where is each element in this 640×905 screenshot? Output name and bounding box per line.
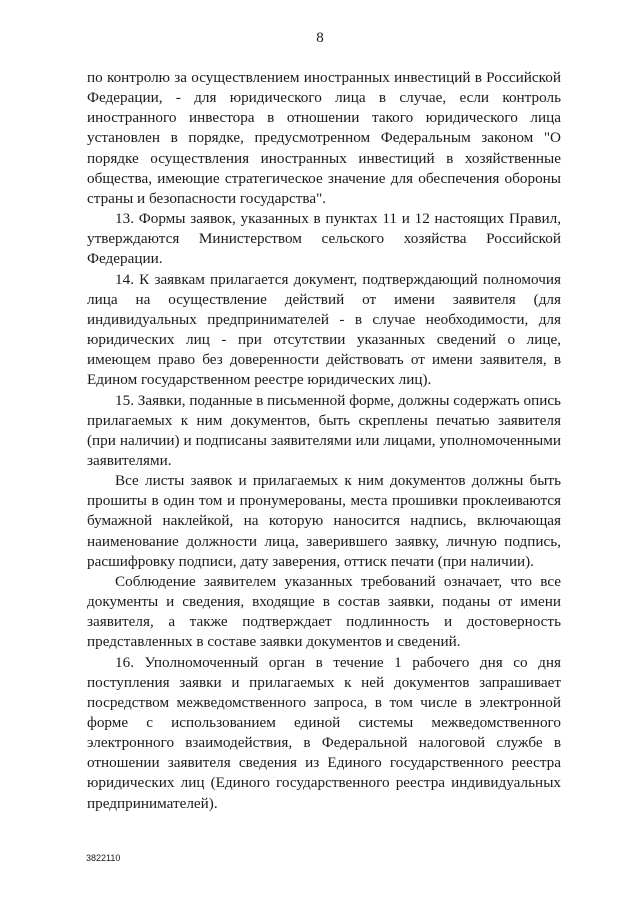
paragraph-continuation: по контролю за осуществлением иностранных инвестиций в Российской Федерации, - для юридического лица в случае, если контроль иностранного инвестора в отношении такого юридического лица установлен в порядке, предусмотренном Федеральным законом "О порядке осуществления иностранных инвестиций в хозяйственные общества, имеющие стратегическое значение для обеспечения обороны страны и безопасности государства". <box>87 69 561 207</box>
paragraph-13: 13. Формы заявок, указанных в пунктах 11 и 12 настоящих Правил, утверждаются Министерством сельского хозяйства Российской Федерации. <box>87 210 561 268</box>
paragraph-15-sheets: Все листы заявок и прилагаемых к ним документов должны быть прошиты в один том и пронумерованы, места прошивки проклеиваются бумажной наклейкой, на которую наносится надпись, включающая наименование должности лица, заверившего заявку, личную подпись, расшифровку подписи, дату заверения, оттиск печати (при наличии). <box>87 472 561 570</box>
paragraph-15-compliance: Соблюдение заявителем указанных требований означает, что все документы и сведения, входящие в состав заявки, поданы от имени заявителя, а также подтверждает подлинность и достоверность представленных в составе заявки документов и сведений. <box>87 572 561 651</box>
paragraph-15: 15. Заявки, поданные в письменной форме, должны содержать опись прилагаемых к ним документов, быть скреплены печатью заявителя (при наличии) и подписаны заявителями или лицами, уполномоченными заявителями. <box>87 391 561 469</box>
page-number: 8 <box>316 30 324 46</box>
document-body <box>87 68 561 814</box>
paragraph-16: 16. Уполномоченный орган в течение 1 рабочего дня со дня поступления заявки и прилагаемых к ней документов запрашивает посредством межведомственного запроса, в том числе в электронной форме с использованием единой системы межведомственного электронного взаимодействия, в Федеральной налоговой службе в отношении заявителя сведения из Единого государственного реестра юридических лиц (Единого государственного реестра индивидуальных предпринимателей). <box>87 653 561 812</box>
document-code: 3822110 <box>86 853 121 863</box>
paragraph-14: 14. К заявкам прилагается документ, подтверждающий полномочия лица на осуществление действий от имени заявителя (для индивидуальных предпринимателей - в случае необходимости, для юридических лиц - при отсутствии указанных сведений о лице, имеющем право без доверенности действовать от имени заявителя, в Едином государственном реестре юридических лиц). <box>87 270 561 389</box>
